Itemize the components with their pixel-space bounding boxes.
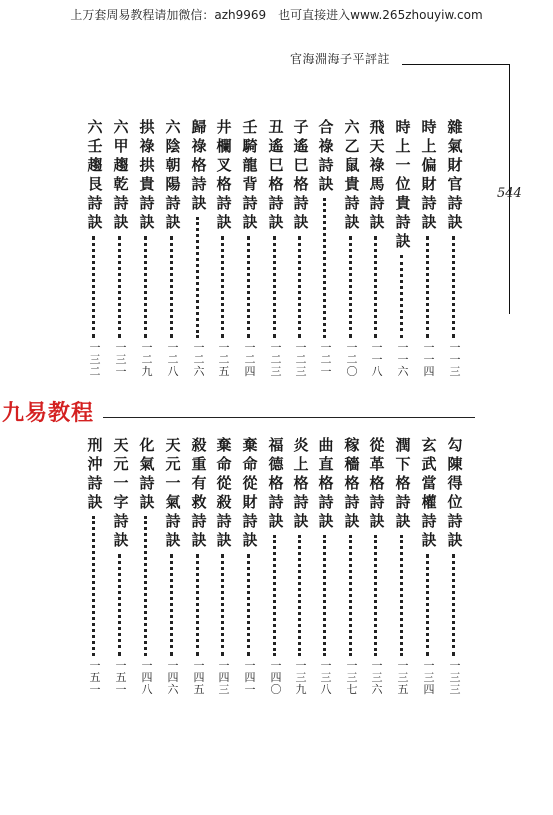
dot-leader [349, 535, 356, 656]
dot-leader [298, 236, 305, 338]
toc-entry[interactable] [445, 118, 465, 378]
toc-entry-page: 一 五 一 [115, 659, 127, 696]
running-head: 官海淵海子平評註 [290, 52, 391, 66]
dot-leader [323, 198, 330, 338]
toc-entry-title: 飛 天 祿 馬 詩 訣 [369, 118, 385, 231]
toc-entry[interactable] [291, 436, 311, 696]
toc-entry-title: 稼 穡 格 詩 訣 [344, 436, 360, 530]
toc-entry-page: 一 五 一 [89, 659, 101, 696]
toc-entry-title: 六 陰 朝 陽 詩 訣 [165, 118, 181, 231]
dot-leader [400, 535, 407, 656]
toc-entry-title: 天 元 一 氣 詩 訣 [165, 436, 181, 549]
toc-entry-title: 合 祿 詩 訣 [318, 118, 334, 193]
toc-entry[interactable] [393, 118, 413, 378]
toc-entry-page: 一 三 四 [423, 659, 435, 696]
toc-entry[interactable] [214, 436, 234, 696]
toc-entry[interactable] [291, 118, 311, 378]
toc-entry-page: 一 一 六 [397, 341, 409, 378]
dot-leader [144, 516, 151, 656]
toc-entry-page: 一 三 一 [115, 341, 127, 378]
toc-entry-title: 天 元 一 字 詩 訣 [113, 436, 129, 549]
toc-entry-title: 壬 騎 龍 背 詩 訣 [242, 118, 258, 231]
toc-entry-title: 玄 武 當 權 詩 訣 [421, 436, 437, 549]
toc-entry[interactable] [137, 436, 157, 696]
toc-entry-page: 一 二 六 [193, 341, 205, 378]
dot-leader [349, 236, 356, 338]
toc-entry-title: 棄 命 從 財 詩 訣 [242, 436, 258, 549]
toc-entry-title: 殺 重 有 救 詩 訣 [191, 436, 207, 549]
toc-entry-page: 一 四 一 [244, 659, 256, 696]
toc-entry-page: 一 二 三 [270, 341, 282, 378]
toc-entry-page: 一 二 〇 [346, 341, 358, 378]
toc-entry-page: 一 四 〇 [270, 659, 282, 696]
toc-entry[interactable] [316, 436, 336, 696]
toc-entry-page: 一 四 六 [167, 659, 179, 696]
toc-entry-page: 一 一 四 [423, 341, 435, 378]
toc-entry-title: 化 氣 詩 訣 [139, 436, 155, 511]
toc-entry-page: 一 四 五 [193, 659, 205, 696]
toc-entry-title: 六 壬 趨 艮 詩 訣 [87, 118, 103, 231]
toc-entry-page: 一 二 九 [141, 341, 153, 378]
dot-leader [196, 554, 203, 656]
toc-entry-title: 棄 命 從 殺 詩 訣 [216, 436, 232, 549]
toc-entry-page: 一 一 三 [449, 341, 461, 378]
dot-leader [426, 554, 433, 656]
dot-leader [273, 535, 280, 656]
toc-entry-title: 從 革 格 詩 訣 [369, 436, 385, 530]
toc-entry-page: 一 二 三 [295, 341, 307, 378]
toc-entry[interactable] [342, 118, 362, 378]
toc-entry[interactable] [189, 118, 209, 378]
dot-leader [426, 236, 433, 338]
toc-entry-title: 曲 直 格 詩 訣 [318, 436, 334, 530]
toc-entry[interactable] [189, 436, 209, 696]
toc-entry-page: 一 二 五 [218, 341, 230, 378]
toc-entry[interactable] [85, 118, 105, 378]
toc-entry-title: 拱 祿 拱 貴 詩 訣 [139, 118, 155, 231]
dot-leader [400, 255, 407, 338]
toc-entry-page: 一 一 八 [371, 341, 383, 378]
dot-leader [298, 535, 305, 656]
toc-entry-page: 一 三 三 [449, 659, 461, 696]
dot-leader [118, 554, 125, 656]
dot-leader [247, 236, 254, 338]
dot-leader [452, 236, 459, 338]
toc-entry-page: 一 二 八 [167, 341, 179, 378]
toc-entry-page: 一 三 七 [346, 659, 358, 696]
dot-leader [374, 535, 381, 656]
toc-entry[interactable] [419, 118, 439, 378]
dot-leader [221, 554, 228, 656]
toc-entry[interactable] [445, 436, 465, 696]
toc-entry-title: 井 欄 叉 格 詩 訣 [216, 118, 232, 231]
toc-entry-page: 一 四 三 [218, 659, 230, 696]
toc-entry[interactable] [367, 118, 387, 378]
toc-entry-page: 一 三 八 [320, 659, 332, 696]
header-rule [402, 64, 510, 65]
toc-entry[interactable] [316, 118, 336, 378]
toc-entry-title: 時 上 一 位 貴 詩 訣 [395, 118, 411, 250]
toc-entry-title: 時 上 偏 財 詩 訣 [421, 118, 437, 231]
toc-entry[interactable] [240, 436, 260, 696]
toc-entry-page: 一 四 八 [141, 659, 153, 696]
toc-entry[interactable] [163, 118, 183, 378]
toc-entry-title: 六 乙 鼠 貴 詩 訣 [344, 118, 360, 231]
toc-entry-page: 一 三 六 [371, 659, 383, 696]
toc-entry-title: 丑 遙 巳 格 詩 訣 [268, 118, 284, 231]
dot-leader [170, 236, 177, 338]
toc-entry-title: 炎 上 格 詩 訣 [293, 436, 309, 530]
toc-entry[interactable] [111, 118, 131, 378]
dot-leader [323, 535, 330, 656]
toc-entry[interactable] [266, 118, 286, 378]
toc-entry-title: 歸 祿 格 詩 訣 [191, 118, 207, 212]
toc-entry-title: 勾 陳 得 位 詩 訣 [447, 436, 463, 549]
top-banner: 上万套周易教程请加微信：azh9969 也可直接进入www.265zhouyiw.com [70, 8, 483, 22]
toc-entry[interactable] [214, 118, 234, 378]
dot-leader [144, 236, 151, 338]
toc-entry-title: 福 德 格 詩 訣 [268, 436, 284, 530]
toc-entry-page: 一 三 九 [295, 659, 307, 696]
toc-entry-page: 一 二 四 [244, 341, 256, 378]
dot-leader [92, 516, 99, 656]
toc-entry-title: 潤 下 格 詩 訣 [395, 436, 411, 530]
toc-entry-title: 刑 沖 詩 訣 [87, 436, 103, 511]
toc-entry[interactable] [393, 436, 413, 696]
toc-entry[interactable] [240, 118, 260, 378]
page-number: 544 [497, 186, 522, 201]
dot-leader [247, 554, 254, 656]
toc-entry-title: 雜 氣 財 官 詩 訣 [447, 118, 463, 231]
dot-leader [273, 236, 280, 338]
dot-leader [92, 236, 99, 338]
toc-entry-title: 六 甲 趨 乾 詩 訣 [113, 118, 129, 231]
toc-entry[interactable] [419, 436, 439, 696]
toc-entry[interactable] [137, 118, 157, 378]
toc-entry[interactable] [111, 436, 131, 696]
toc-entry[interactable] [266, 436, 286, 696]
toc-entry[interactable] [367, 436, 387, 696]
watermark-logo: 九易教程 [2, 401, 95, 426]
watermark-rule [103, 417, 475, 418]
toc-entry[interactable] [163, 436, 183, 696]
toc-entry-title: 子 遙 巳 格 詩 訣 [293, 118, 309, 231]
dot-leader [452, 554, 459, 656]
toc-entry-page: 一 三 二 [89, 341, 101, 378]
dot-leader [170, 554, 177, 656]
dot-leader [196, 217, 203, 338]
dot-leader [221, 236, 228, 338]
toc-entry[interactable] [342, 436, 362, 696]
toc-entry-page: 一 三 五 [397, 659, 409, 696]
dot-leader [374, 236, 381, 338]
dot-leader [118, 236, 125, 338]
toc-entry-page: 一 二 一 [320, 341, 332, 378]
toc-entry[interactable] [85, 436, 105, 696]
